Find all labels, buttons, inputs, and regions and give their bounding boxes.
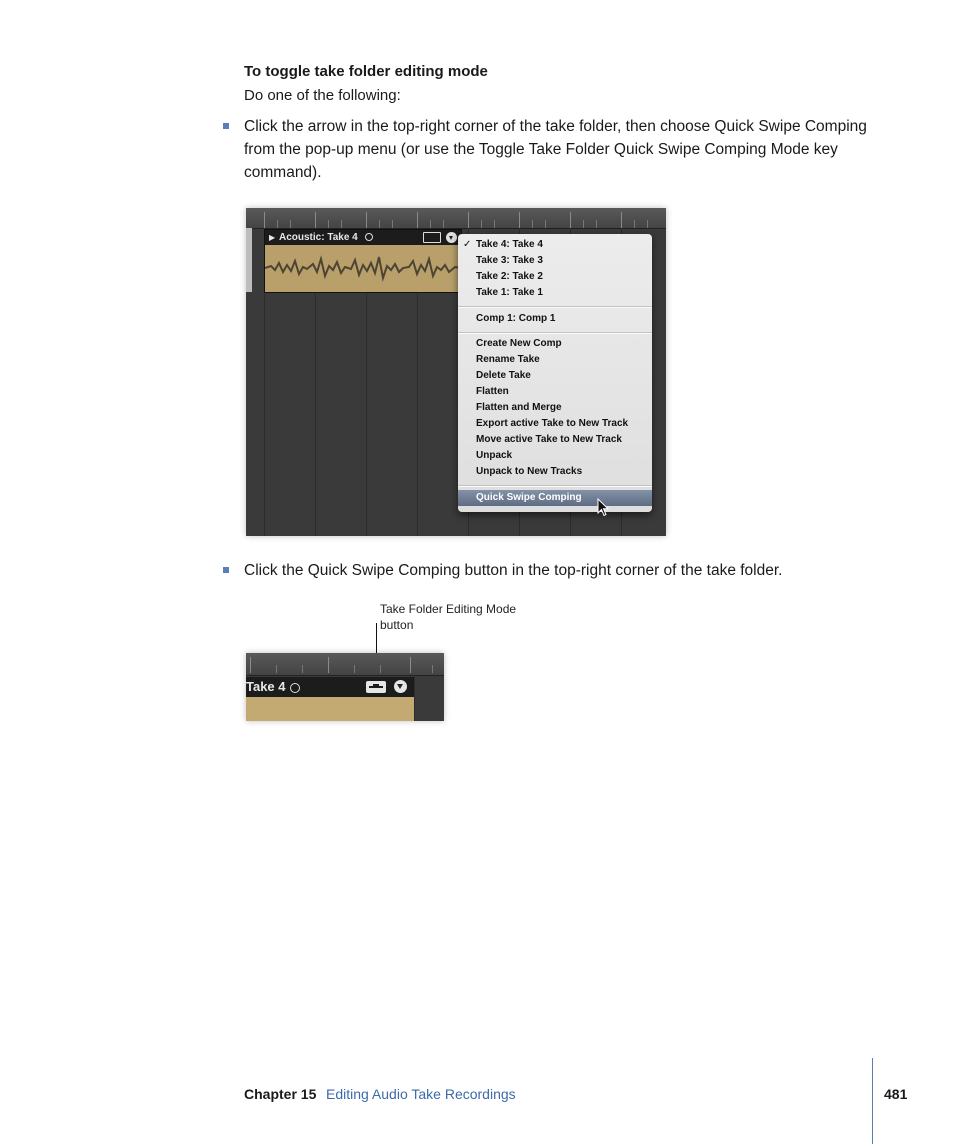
callout-label: Take Folder Editing Mode button (380, 602, 517, 632)
menu-item-label: Quick Swipe Comping (476, 492, 582, 503)
menu-separator (458, 332, 652, 334)
take-folder-name: Take 4 (246, 679, 286, 694)
menu-item-unpack-to-new-tracks[interactable]: Unpack to New Tracks (476, 466, 583, 477)
take-folder-name: Acoustic: Take 4 (279, 232, 358, 243)
menu-separator (458, 485, 652, 487)
bullet-item (223, 115, 883, 184)
menu-item-delete-take[interactable]: Delete Take (476, 370, 531, 381)
take-folder-popup-menu (458, 234, 652, 512)
bar-ruler (246, 653, 444, 676)
footer-divider (872, 1058, 873, 1144)
menu-item-take[interactable]: Take 3: Take 3 (476, 255, 543, 266)
circle-icon (365, 233, 373, 241)
take-folder-region (246, 697, 414, 721)
menu-item-take[interactable]: Take 4: Take 4 (476, 239, 543, 250)
menu-item-take[interactable]: Take 2: Take 2 (476, 271, 543, 282)
footer-chapter: Chapter 15 (244, 1086, 317, 1102)
take-folder-header (265, 230, 461, 245)
circle-icon (290, 683, 300, 693)
take-folder-editing-mode-button[interactable] (366, 681, 386, 693)
menu-item-comp[interactable]: Comp 1: Comp 1 (476, 313, 556, 324)
section-intro: Do one of the following: (244, 87, 401, 104)
section-heading: To toggle take folder editing mode (244, 63, 488, 80)
bullet-square-icon (223, 567, 229, 573)
menu-item-create-new-comp[interactable]: Create New Comp (476, 338, 562, 349)
mouse-pointer-icon (597, 498, 611, 518)
take-folder-editing-mode-button[interactable] (423, 232, 441, 243)
take-folder-menu-arrow-icon[interactable] (394, 680, 407, 693)
bar-ruler (246, 208, 666, 229)
take-folder-header (246, 677, 414, 697)
menu-item-take[interactable]: Take 1: Take 1 (476, 287, 543, 298)
menu-item-flatten[interactable]: Flatten (476, 386, 509, 397)
bullet-square-icon (223, 123, 229, 129)
bullet-text: Click the arrow in the top-right corner of the take folder, then choose Quick Swipe Comping from the pop-up menu (or use the Toggle Take Folder Quick Swipe Comping Mode key command). (244, 118, 867, 181)
menu-item-export-take[interactable]: Export active Take to New Track (476, 418, 629, 429)
bullet-item (223, 559, 883, 582)
menu-separator (458, 306, 652, 308)
menu-item-rename-take[interactable]: Rename Take (476, 354, 540, 365)
take-folder-menu-screenshot (246, 208, 666, 536)
audio-waveform (265, 245, 461, 292)
menu-item-quick-swipe-comping[interactable] (458, 490, 652, 506)
take-folder-region[interactable] (264, 229, 462, 293)
menu-item-flatten-and-merge[interactable]: Flatten and Merge (476, 402, 562, 413)
checkmark-icon: ✓ (463, 239, 472, 250)
editing-mode-button-screenshot (246, 653, 444, 721)
menu-item-unpack[interactable]: Unpack (476, 450, 513, 461)
take-folder-menu-arrow-icon[interactable] (446, 232, 457, 243)
page-number: 481 (884, 1086, 908, 1102)
footer-chapter-title: Editing Audio Take Recordings (326, 1086, 516, 1102)
bullet-text: Click the Quick Swipe Comping button in the top-right corner of the take folder. (244, 562, 783, 579)
menu-item-move-take[interactable]: Move active Take to New Track (476, 434, 622, 445)
disclosure-triangle-icon[interactable]: ▶ (269, 233, 276, 242)
